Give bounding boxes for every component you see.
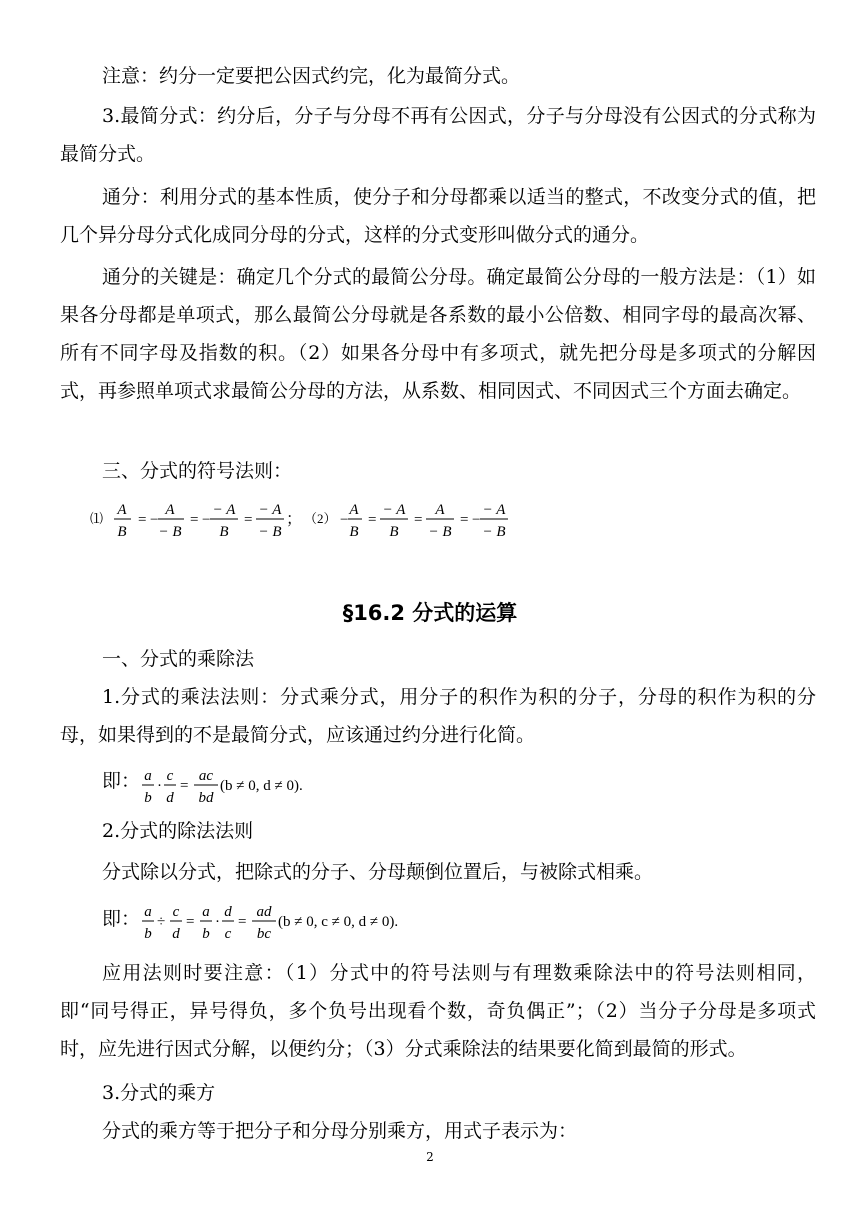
frac-numerator: − A (212, 502, 236, 518)
mult-div-title: 一、分式的乘除法 (102, 648, 255, 670)
equals-sign: = (138, 512, 147, 528)
frac-numerator: a (144, 768, 152, 784)
frac-denominator: d (166, 790, 174, 806)
minus-sign: − (340, 512, 349, 528)
condition-text: (b ≠ 0, d ≠ 0). (220, 778, 303, 794)
minus-sign: − (202, 512, 211, 528)
multiplication-formula (140, 762, 380, 810)
equals-sign: = (460, 512, 469, 528)
frac-denominator: bd (198, 790, 214, 806)
frac-denominator: c (224, 926, 232, 942)
sign-rule-title: 三、分式的符号法则： (102, 460, 293, 482)
frac-numerator: − A (382, 502, 406, 518)
ji-label-2: 即： (102, 908, 141, 930)
frac-numerator: c (172, 904, 180, 920)
frac-denominator: d (172, 926, 180, 942)
frac-numerator: a (202, 904, 210, 920)
frac-numerator: A (435, 502, 445, 518)
sign-rule-formula (88, 494, 528, 544)
frac-denominator: − B (158, 524, 182, 540)
common-denominator-key-paragraph: 通分的关键是：确定几个分式的最简公分母。确定最简公分母的一般方法是：（1）如果各分母都是单项式，那么最简公分母就是各系数的最小公倍数、相同字母的最高次幂、所有不同字母及指数的积。（2）如果各分母中有多项式，就先把分母是多项式的分解因式，再参照单项式求最简公分母的方法，从系数、相同因式、不同因式三个方面去确定。 (60, 266, 816, 402)
minus-sign: − (150, 512, 159, 528)
equals-sign: = (190, 512, 199, 528)
power-title: 3.分式的乘方 (102, 1082, 216, 1104)
semicolon: ； (286, 511, 303, 528)
common-denominator-definition: 通分：利用分式的基本性质，使分子和分母都乘以适当的整式，不改变分式的值，把几个异分母分式化成同分母的分式，这样的分式变形叫做分式的通分。 (60, 186, 816, 246)
equals-sign: = (180, 778, 189, 794)
division-rule: 分式除以分式，把除式的分子、分母颠倒位置后，与被除式相乘。 (102, 861, 654, 883)
equals-sign: = (368, 512, 377, 528)
frac-denominator: B (349, 524, 359, 540)
frac-numerator: A (117, 502, 127, 518)
frac-denominator: b (202, 926, 210, 942)
minus-sign: − (472, 512, 481, 528)
dot-operator: · (157, 778, 162, 794)
division-formula (140, 898, 440, 946)
frac-numerator: c (166, 768, 174, 784)
frac-denominator: − B (428, 524, 452, 540)
formula-label-2: （2） (304, 511, 337, 526)
frac-numerator: d (224, 904, 232, 920)
frac-denominator: B (219, 524, 229, 540)
frac-denominator: bc (256, 926, 272, 942)
divide-operator: ÷ (157, 914, 166, 930)
frac-denominator: − B (258, 524, 282, 540)
frac-numerator: A (165, 502, 175, 518)
condition-text: (b ≠ 0, c ≠ 0, d ≠ 0). (278, 914, 399, 930)
frac-numerator: ad (256, 904, 272, 920)
frac-denominator: b (144, 790, 152, 806)
equals-sign: = (414, 512, 423, 528)
dot-operator: · (215, 914, 220, 930)
section-heading: §16.2 分式的运算 (342, 601, 518, 625)
division-rule-title: 2.分式的除法法则 (102, 820, 254, 842)
frac-denominator: − B (482, 524, 506, 540)
equals-sign: = (244, 512, 253, 528)
note-line: 注意：约分一定要把公因式约完，化为最简分式。 (102, 65, 521, 87)
frac-denominator: B (389, 524, 399, 540)
frac-numerator: − A (482, 502, 506, 518)
equals-sign: = (186, 914, 195, 930)
ji-label-1: 即： (102, 770, 141, 792)
formula-label-1: ⑴ (90, 511, 104, 526)
frac-numerator: a (144, 904, 152, 920)
power-rule: 分式的乘方等于把分子和分母分别乘方，用式子表示为： (102, 1120, 578, 1142)
equals-sign: = (238, 914, 247, 930)
frac-numerator: A (349, 502, 359, 518)
frac-numerator: − A (258, 502, 282, 518)
frac-denominator: b (144, 926, 152, 942)
simplest-fraction-definition: 3.最简分式：约分后，分子与分母不再有公因式，分子与分母没有公因式的分式称为最简分式。 (60, 105, 816, 165)
frac-denominator: B (117, 524, 127, 540)
page-number: 2 (426, 1150, 434, 1164)
attention-paragraph: 应用法则时要注意：（1）分式中的符号法则与有理数乘除法中的符号法则相同，即“同号得正，异号得负，多个负号出现看个数，奇负偶正”；（2）当分子分母是多项式时，应先进行因式分解，以便约分；（3）分式乘除法的结果要化简到最简的形式。 (60, 962, 816, 1060)
frac-numerator: ac (198, 768, 214, 784)
multiplication-rule: 1.分式的乘法法则：分式乘分式，用分子的积作为积的分子，分母的积作为积的分母，如果得到的不是最简分式，应该通过约分进行化简。 (60, 686, 816, 746)
